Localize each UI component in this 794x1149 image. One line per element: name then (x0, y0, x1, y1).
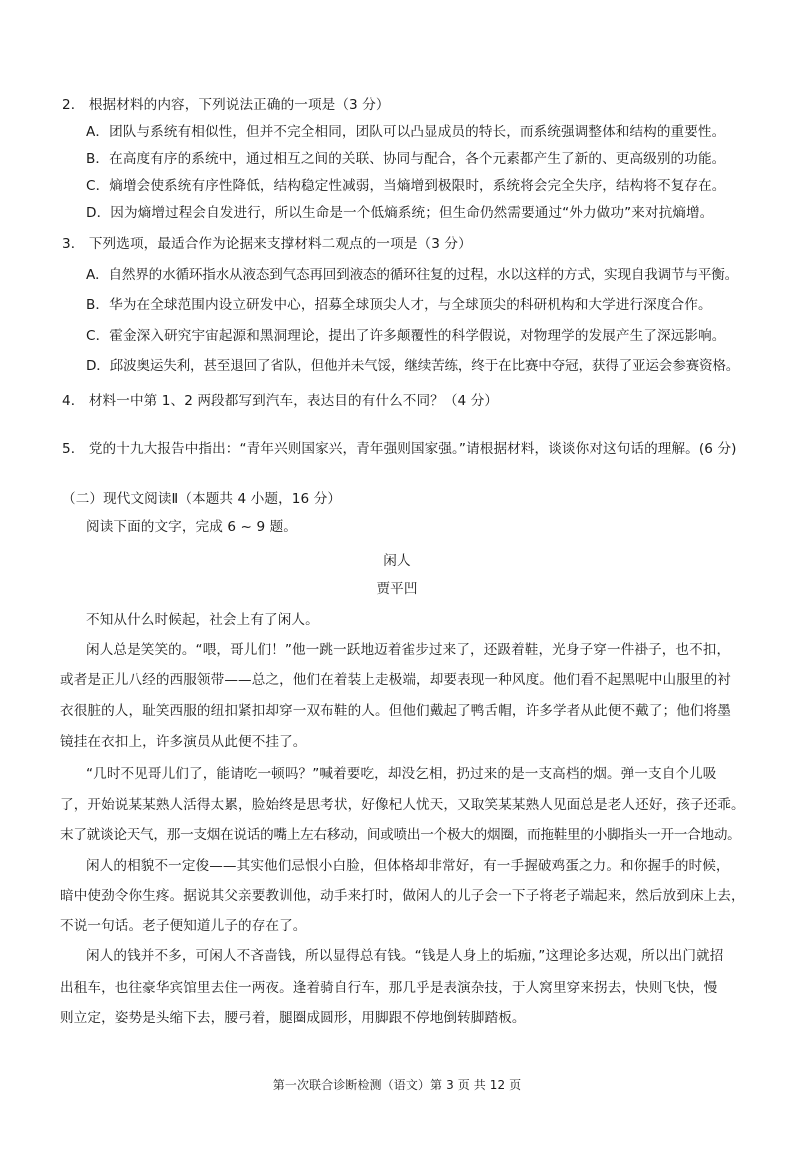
question-2-stem: 2． 根据材料的内容，下列说法正确的一项是（3 分） (62, 97, 390, 113)
article-line: 闲人总是笑笑的。“喂，哥儿们！”他一跳一跃地迈着雀步过来了，还趿着鞋，光身子穿一件褂子，也不扣， (86, 642, 731, 658)
question-3-option-a: A．自然界的水循环指水从液态到气态再回到液态的循环往复的过程，水以这样的方式，实现自我调节与平衡。 (86, 267, 738, 283)
article-line: 不说一句话。老子便知道儿子的存在了。 (60, 918, 307, 934)
article-line: “几时不见哥儿们了，能请吃一顿吗？”喊着要吃，却没乞相，扔过来的是一支高档的烟。弹一支自个儿吸 (86, 766, 717, 782)
article-line: 闲人的钱并不多，可闲人不吝啬钱，所以显得总有钱。“钱是人身上的垢痂，”这理论多达观，所以出门就招 (86, 948, 724, 964)
question-3-option-d: D．邱波奥运失利，甚至退回了省队，但他并未气馁，继续苦练，终于在比赛中夺冠，获得了亚运会参赛资格。 (86, 358, 740, 374)
article-line: 镜挂在衣扣上，许多演员从此便不挂了。 (60, 734, 307, 750)
article-title: 闲人 (383, 553, 411, 569)
article-line: 暗中使劲令你生疼。据说其父亲要教训他，动手来打时，做闲人的儿子会一下子将老子端起来，然后放到床上去， (60, 888, 745, 904)
section-heading: （二）现代文阅读Ⅱ（本题共 4 小题，16 分） (62, 491, 342, 507)
question-2-option-a: A．团队与系统有相似性，但并不完全相同，团队可以凸显成员的特长，而系统强调整体和结构的重要性。 (86, 124, 726, 140)
article-line: 出租车，也往豪华宾馆里去住一两夜。逢着骑自行车，那几乎是表演杂技，于人窝里穿来拐去，快则飞快，慢 (60, 980, 718, 996)
article-line: 不知从什么时候起，社会上有了闲人。 (86, 612, 319, 628)
article-line: 了，开始说某某熟人活得太累，脸始终是思考状，好像杞人忧天，又取笑某某熟人见面总是老人还好，孩子还乖。 (60, 797, 745, 813)
question-5-stem: 5． 党的十九大报告中指出：“青年兴则国家兴，青年强则国家强。”请根据材料，谈谈你对这句话的理解。(6 分) (62, 441, 737, 457)
question-3-option-c: C．霍金深入研究宇宙起源和黑洞理论，提出了许多颠覆性的科学假说，对物理学的发展产生了深远影响。 (86, 328, 726, 344)
article-line: 末了就谈论天气，那一支烟在说话的嘴上左右移动，间或喷出一个极大的烟圈，而拖鞋里的小脚指头一开一合地动。 (60, 827, 741, 843)
question-2-option-c: C．熵增会使系统有序性降低，结构稳定性减弱，当熵增到极限时，系统将会完全失序，结构将不复存在。 (86, 178, 726, 194)
article-author: 贾平凹 (376, 581, 418, 597)
question-3-option-b: B．华为在全球范围内设立研发中心，招募全球顶尖人才，与全球顶尖的科研机构和大学进行深度合作。 (86, 297, 712, 313)
article-line: 闲人的相貌不一定俊——其实他们忌恨小白脸，但体格却非常好，有一手握破鸡蛋之力。和你握手的时候， (86, 858, 730, 874)
article-line: 则立定，姿势是头缩下去，腰弓着，腿圈成圆形，用脚跟不停地倒转脚踏板。 (60, 1010, 526, 1026)
question-2-option-d: D．因为熵增过程会自发进行，所以生命是一个低熵系统；但生命仍然需要通过“外力做功”来对抗熵增。 (86, 205, 714, 221)
question-2-option-b: B．在高度有序的系统中，通过相互之间的关联、协同与配合，各个元素都产生了新的、更高级别的功能。 (86, 151, 726, 167)
question-4-stem: 4． 材料一中第 1、2 两段都写到汽车，表达目的有什么不同？（4 分） (62, 393, 499, 409)
article-line: 衣很脏的人，耻笑西服的纽扣紧扣却穿一双布鞋的人。但他们戴起了鸭舌帽，许多学者从此便不戴了；他们将墨 (60, 703, 731, 719)
question-3-stem: 3． 下列选项，最适合作为论据来支撑材料二观点的一项是（3 分） (62, 236, 472, 252)
section-instruction: 阅读下面的文字，完成 6 ~ 9 题。 (86, 519, 297, 535)
article-line: 或者是正儿八经的西服领带——总之，他们在着装上走极端，却要表现一种风度。他们看不起黑呢中山服里的衬 (60, 672, 731, 688)
page-footer: 第一次联合诊断检测（语文）第 3 页 共 12 页 (272, 1078, 522, 1092)
